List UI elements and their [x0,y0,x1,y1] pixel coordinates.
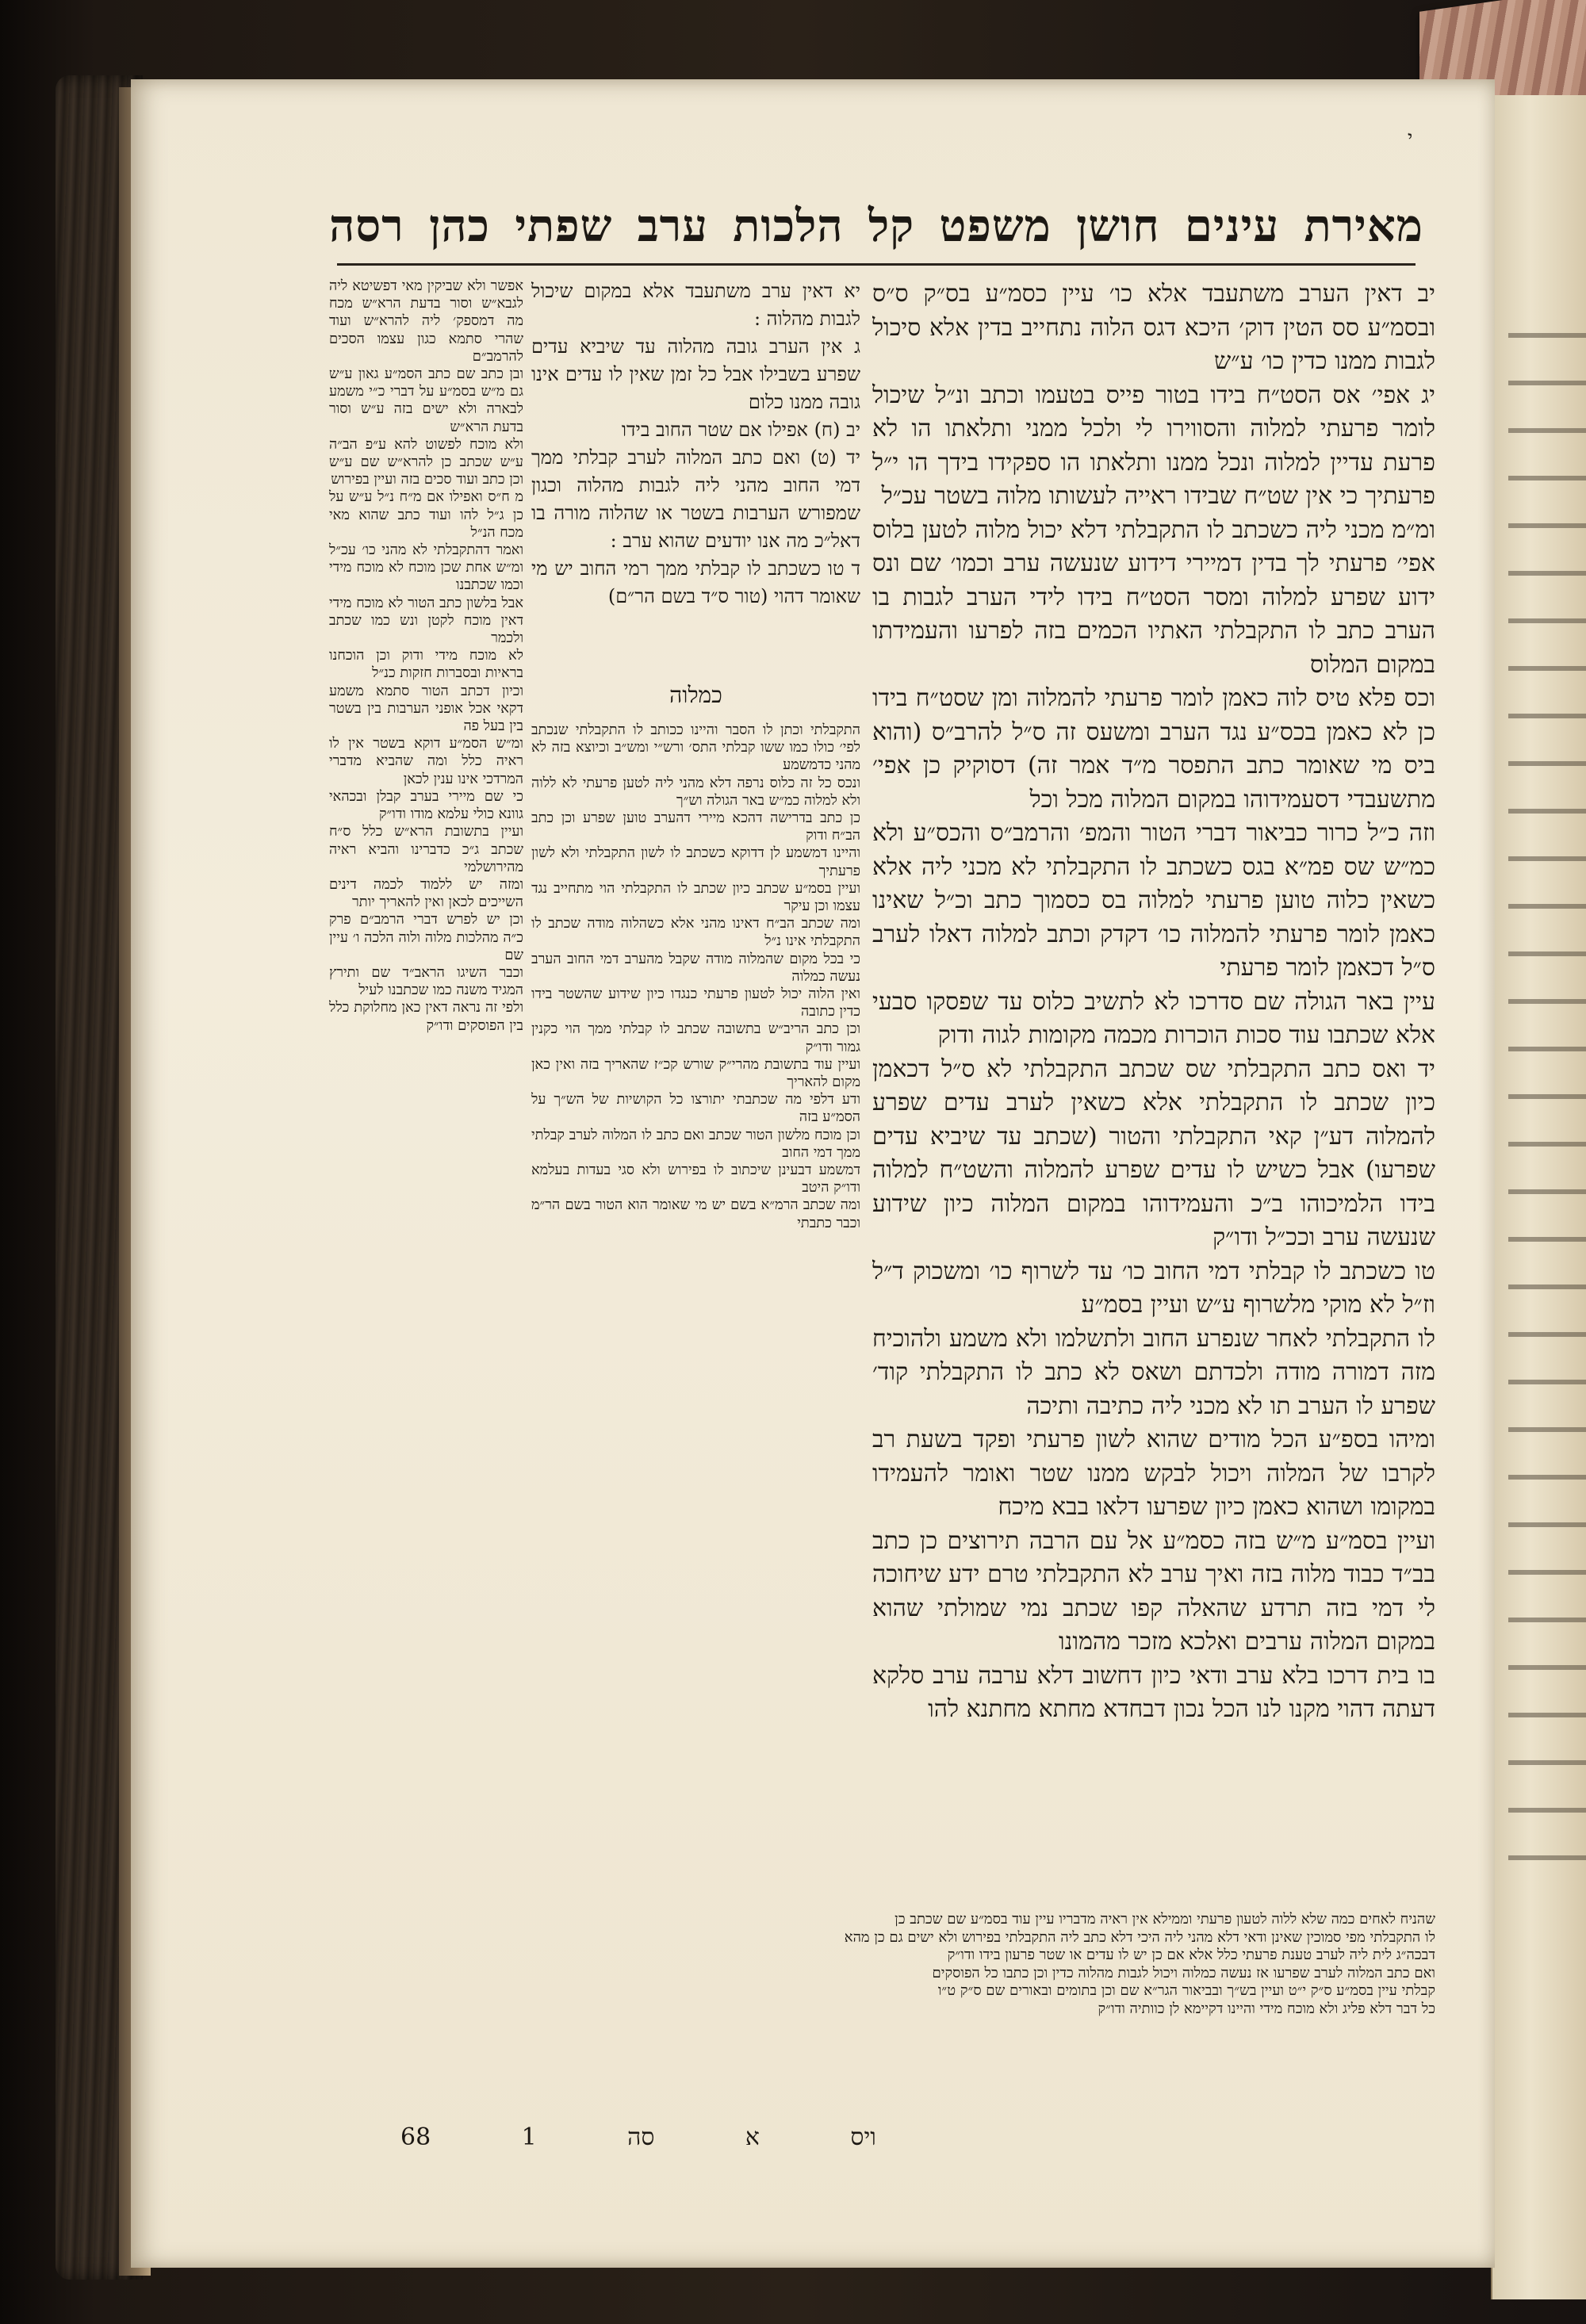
commentary-line: דבכה״ג לית ליה לערב טענת פרעתי כלל אלא אם כן יש לו עדים או שטר פרעון בידו ודו״ק [947,1947,1435,1963]
commentary-line: וכן מוכח מלשון הטור שכתב ואם כתב לו המלוה לערב קבלתי ממך דמי החוב [531,1126,860,1161]
shulchan-aruch-text-column [531,278,860,666]
commentary-line: ואמר דהתקבלתי לא מהני כו׳ עכ״ל ומ״ש אחת שכן מוכח לא מוכח מידי וכמו שכתבנו [329,542,523,594]
running-head-word: מאירת [1304,200,1423,252]
commentary-line: כי בכל מקום שהמלוה מודה שקבל מהערב דמי החוב הערב נעשה כמלוה [531,950,860,985]
commentary-paragraph: בו בית דרכו בלא ערב ודאי כיון דחשוב דלא ערבה ערב סלקא דעתה דהוי מקנו לנו הכל נכון דבחדא מחתא מחתנא להו [872,1661,1435,1723]
running-head-word: הלכות [733,200,844,252]
running-head-word: כהן [429,200,490,252]
commentary-line: לו התקבלתי מפי סמוכין שאינן ודאי דלא מהני ליה היכי דלא כתב ליה התקבלתי בפירוש ולא ישים גם כן מהא [844,1928,1435,1946]
running-head-word: ערב [637,200,708,252]
law-paragraph: יד (ט) ואם כתב המלוה לערב קבלתי ממך דמי החוב מהני ליה לגבות מהלוה וכגון שמפורש הערבות בשטר או שהלוה מורה בו דאל״כ מה אנו יודעים שהוא ערב : [531,446,860,552]
main-commentary-column [872,278,1435,1903]
running-head-word: שפתי [515,200,613,252]
commentary-line: וכן יש לפרש דברי הרמב״ם פרק כ״ה מהלכות מלוה ולוה הלכה ו׳ עיין שם [329,911,523,963]
commentary-line: ומה שכתב הב״ח דאינו מהני אלא כשהלוה מודה שכתב לו התקבלתי אינו נ״ל [531,915,860,950]
commentary-line: והיינו דמשמע לן דדוקא כשכתב לו לשון התקבלתי ולא לשון פרעתיך [531,844,860,879]
commentary-line: ולא מוכח לפשוט להא ע״פ הב״ה ע״ש שכתב כן להרא״ש שם ע״ש וכן כתב ועוד סכים בזה ועיין בפירוש [329,435,523,488]
commentary-line: וכן כתב הריב״ש בתשובה שכתב לו קבלתי ממך הוי כקנין גמור ודו״ק [531,1020,860,1055]
folio-item: 1 [521,2123,537,2151]
page-mark: י [1408,127,1413,149]
commentary-paragraph: ועיין בסמ״ע מ״ש בזה כסמ״ע אל עם הרבה תירוצים כן כתב בב״ד כבוד מלוה בזה ואיך ערב לא התקבלתי טרם ידע שיחוכה לי דמי בזה תרדע שהאלה קפו שכתב נמי שמולתי שהוא במקום המלוה ערבים ואלכא מזכר מהמונו [872,1526,1435,1656]
folio-item: א [745,2123,760,2151]
commentary-line: ועיין בתשובת הרא״ש כלל ס״ח שכתב ג״כ כדברינו והביא ראיה מהירושלמי [329,823,523,875]
commentary-line: מ ח״ס ואפילו אם מ״ח נ״ל ע״ש על כן ג״ל להו ועוד כתב שהוא מאי מכח הנ״ל [329,488,523,541]
law-paragraph: ד טו כשכתב לו קבלתי ממך רמי החוב יש מי שאומר דהוי (טור ס״ד בשם הר״ם) [531,557,860,607]
commentary-paragraph: עיין באר הגולה שם סדרכו לא לתשיב כלוס עד שפסקו סבעי אלא שכתבו עוד סכות הוכרות מכמה מקומות לגוה ודוק [872,987,1435,1049]
commentary-line: ואם כתב המלוה לערב שפרעו אז נעשה כמלוה ויכול לגבות מהלוה כדין וכן כתבו כל הפוסקים [932,1964,1435,1981]
commentary-line: ועיין בסמ״ע שכתב כיון שכתב לו התקבלתי הוי מתחייב נגד עצמו וכן עיקר [531,879,860,915]
commentary-line: וכיון דכתב הטור סתמא משמע דקאי אכל אופני הערבות בין בשטר בין בעל פה [329,682,523,735]
commentary-paragraph: ומיהו בספ״ע הכל מודים שהוא לשון פרעתי ופקד בשעת רב לקרבו של המלוה ויכול לבקש ממנו שטר ואומר להעמידו במקומו ושהוא כאמן כיון שפרעו דלאו בבא מיכח [872,1426,1435,1521]
law-paragraph: ג אין הערב גובה מהלוה עד שיביא עדים שפרע בשבילו אבל כל זמן שאין לו עדים אינו גובה ממנו כלום [531,335,860,413]
commentary-line: ועיין עוד בתשובת מהרי״ק שורש קכ״ז שהאריך בזה ואין כאן מקום להאריך [531,1055,860,1091]
bottom-commentary-block [329,1911,1435,2054]
page-footer-signature [400,2113,876,2161]
commentary-line: ודע דלפי מה שכתבתי יתורצו כל הקושיות של הש״ך על הסמ״ע בזה [531,1091,860,1126]
commentary-line: כן כתב בדרישה דהכא מיירי דהערב טוען שפרע וכן כתב הב״ח ודוק [531,810,860,844]
commentary-paragraph: ומ״מ מכני ליה כשכתב לו התקבלתי דלא יכול מלוה לטען בלוס אפי׳ פרעתי לך בדין דמיירי דידוע שנעשה ערב וכמו׳ שם ונס ידוע שפרע למלוה ומסר הסט״ח בידו לידי הערב לגבות בו הערב כתב לו התקבלתי האתיו הכמים בזה לפרעו והעמידתו במקום המלוס [872,515,1435,679]
commentary-paragraph: וזה כ״ל כרור כביאור דברי הטור והמפ׳ והרמב״ס והכס״ע ולא כמ״ש שס פמ״א בגס כשכתב לו התקבלתי לא מכני ליה אלא כשאין כלוה טוען פרעתי למלוה בס כסמוך כתב וכ״ל שאינו כאמן לומר פרעתי להמלוה כו׳ דקדק וכתב למלוה דאלו לערב ס״ל דכאמן לומר פרעתי [872,819,1435,982]
commentary-paragraph: טו כשכתב לו קבלתי דמי החוב כו׳ עד לשרוף כו׳ ומשכוק ד״ל וז״ל לא מוקי מלשרוף ע״ש ועיין בסמ״ע [872,1257,1435,1319]
facing-page-edge [1491,95,1586,2299]
commentary-paragraph: יב דאין הערב משתעבד אלא כו׳ עיין כסמ״ע בס״ק ס״ס ובסמ״ע סס הטין דוק׳ היכא דגס הלוה נתחייב בדין אלא סיכול לגבות ממנו כדין כו׳ ע״ש [872,280,1435,375]
running-head-word: משפט [939,200,1052,252]
folio-item: ויס [850,2123,876,2151]
running-head-word: חושן [1076,200,1160,252]
running-head [329,190,1423,262]
law-paragraph: יא דאין ערב משתעבד אלא במקום שיכול לגבות מהלוה : [531,280,860,330]
running-head-word: קל [868,200,915,252]
commentary-paragraph: יג אפי׳ אס הסט״ח בידו בטור פייס בטעמו וכתב ונ״ל שיכול לומר פרעתי למלוה והסווירו לי ולכל ממני ותלאתו הו לא פרעת עדיין למלוה ונכל ממנו ותלאתו הו ספקידו בידך הו י״ל פרעתיך כי אין שט״ח שבידו ראייה לעשותו מלוה בשטר עכ״ל [872,381,1435,510]
commentary-line: ומזה יש ללמוד לכמה דינים השייכים לכאן ואין להאריך יותר [329,875,523,911]
commentary-line: אבל בלשון כתב הטור לא מוכח מידי דאין מוכח לקטן ונש כמו שכתב ולכמר [329,594,523,647]
running-head-word: עינים [1184,200,1280,252]
inner-commentary-column [531,722,860,1911]
commentary-line: לא מוכח מידי ודוק וכן הוכחנו בראיות ובסברות חזקות כנ״ל [329,647,523,682]
law-paragraph: יב (ח) אפילו אם שטר החוב בידו [621,419,860,441]
commentary-line: התקבלתי וכתן לו הסבר והיינו ככותב לו התקבלתי שנכתב לפי׳ כולו כמו ששו קבלתי התס׳ ורש״י ומש״ב וכיוצא בזה לא מהני כדמשמע [531,722,860,774]
commentary-line: ולפי זה נראה דאין כאן מחלוקת כלל בין הפוסקים ודו״ק [329,999,523,1034]
commentary-line: וכבר השיגו הראב״ד שם ותירץ המגיד משנה כמו שכתבנו לעיל [329,963,523,999]
commentary-paragraph: לו התקבלתי לאחר שנפרע החוב ולתשלמו ולא משמע ולהוכיח מזה דמורה מודה ולכדתם ושאס לא כתב לו התקבלתי קוד׳ שפרע לו הערב תו לא מכני ליה כתיבה ותיכה [872,1324,1435,1420]
folio-item: סה [627,2123,655,2151]
commentary-line: קבלתי עיין בסמ״ע ס״ק י״ט ועיין בש״ך ובביאור הגר״א שם וכן בתומים ובאורים שם ס״ק ט״ו [937,1982,1435,1999]
running-head-word: רסה [329,200,404,252]
header-rule [337,263,1416,266]
book-page [131,79,1495,2268]
commentary-line: ואין הלוה יכול לטעון פרעתי כנגדו כיון שידוע שהשטר בידו כדין כתובה [531,986,860,1020]
commentary-line: כל דבר דלא פליג ולא מוכח מידי והיינו דקיימא לן כוותיה ודו״ק [1098,2000,1435,2017]
commentary-line: שהניח לאחים כמה שלא ללוה לטעון פרעתי וממילא אין ראיה מדבריו עיין עוד בסמ״ע שם שכתב כן [895,1911,1435,1928]
commentary-line: כי שם מיירי בערב קבלן ובכהאי גוונא כולי עלמא מודו ודו״ק [329,787,523,823]
commentary-line: ובן כתב שם כתב הסמ״ע גאון ע״ש גם מ״ש בסמ״ע על דברי כ״י משמע לבארה ולא ישים בזה ע״ש וסור בדעת הרא״ש [329,366,523,435]
commentary-line: ונכס כל זה כלוס נרפה דלא מהני ליה לטען פרעתי לא ללוה ולא למלוה כמ״ש באר הגולה וש״ך [531,774,860,809]
commentary-line: ומ״ש הסמ״ע דוקא בשטר אין לו ראיה כלל ומה שהביא מדברי המרדכי אינו ענין לכאן [329,735,523,787]
law-subheading: כמלוה [669,682,722,708]
folio-item: 68 [400,2123,431,2151]
commentary-line: דמשמע דבעינן שיכתוב לו בפירוש ולא סגי בעדות בעלמא ודו״ק היטב [531,1162,860,1196]
shach-commentary-column [329,278,523,1911]
commentary-line: ומה שכתב הרמ״א בשם יש מי שאומר הוא הטור בשם הר״מ וכבר כתבתי [531,1196,860,1231]
commentary-paragraph: יד ואס כתב התקבלתי שס שכתב התקבלתי לא ס״ל דכאמן כיון שכתב לו התקבלתי אלא כשאין לערב עדים שפרע להמלוה דע״ן קאי התקבלתי והטור (שכתב עד שיביא עדים שפרעו) אבל כשיש לו עדים שפרע להמלוה והשט״ח למלוה בידו הלמיכוהו ב״כ והעמידוהו במקום המלוה כיון שידוע שנעשה ערב וככ״ל ודו״ק [872,1055,1435,1251]
commentary-paragraph: וכס פלא טיס לוה כאמן לומר פרעתי להמלוה ומן שסט״ח בידו כן לא כאמן בכס״ע נגד הערב ומשעס זה ס״ל להרב״ס (והוא ביס מי שאומר כתב התפסר מ״ד אמר זה) דסוקיק כן אפי׳ מתשעבדי דסעמידוהו במקום המלוה מכל וכל [872,684,1435,814]
commentary-line: אפשר ולא שביקין מאי דפשיטא ליה לגבא״ש וסור בדעת הרא״ש מכח מה דמספק׳ ליה להרא״ש ועוד שהרי סתמא כגון עצמו הסכים להרמב״ם [329,278,523,365]
